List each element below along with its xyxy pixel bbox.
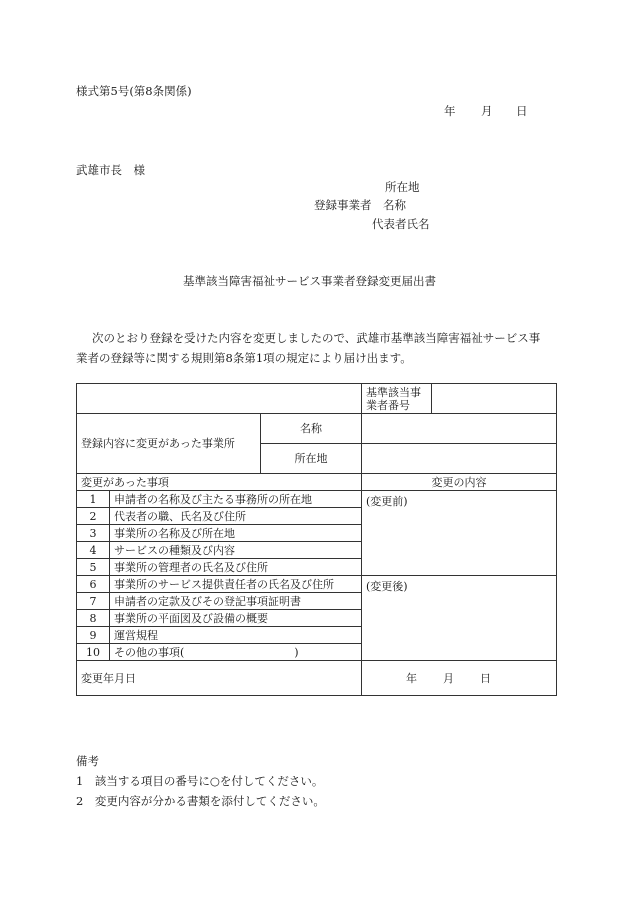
applicant-rep-label: 代表者氏名 — [372, 217, 430, 231]
office-address-field[interactable] — [362, 444, 557, 474]
item-number: 1 — [77, 491, 110, 508]
changed-items-header: 変更があった事項 — [77, 474, 362, 491]
item-label: その他の事項( ) — [110, 644, 362, 661]
notes-heading: 備考 — [76, 754, 99, 768]
office-name-field[interactable] — [362, 414, 557, 444]
biz-number-label: 基準該当事業者番号 — [362, 384, 432, 414]
item-label: 代表者の職、氏名及び住所 — [110, 508, 362, 525]
item-number: 2 — [77, 508, 110, 525]
item-number: 10 — [77, 644, 110, 661]
item-label: 事業所の平面図及び設備の概要 — [110, 610, 362, 627]
office-address-label: 所在地 — [261, 444, 362, 474]
change-date-row — [77, 661, 557, 696]
item-number: 9 — [77, 627, 110, 644]
body-line-1: 次のとおり登録を受けた内容を変更しましたので、武雄市基準該当障害福祉サービス事 — [92, 331, 541, 345]
document-title: 基準該当障害福祉サービス事業者登録変更届出書 — [183, 274, 436, 288]
item-label: 事業所のサービス提供責任者の氏名及び住所 — [110, 576, 362, 593]
body-text — [76, 328, 556, 368]
change-before-label: (変更前) — [366, 495, 408, 508]
form-label: 様式第5号(第8条関係) — [76, 84, 192, 98]
change-date-label: 変更年月日 — [77, 661, 362, 696]
applicant-address-label: 所在地 — [385, 180, 420, 194]
blank-cell — [77, 384, 362, 414]
change-form-table — [76, 383, 557, 696]
applicant-name-label: 登録事業者 名称 — [314, 198, 406, 212]
biz-number-row — [77, 384, 557, 414]
item-label: 申請者の名称及び主たる事務所の所在地 — [110, 491, 362, 508]
item-number: 8 — [77, 610, 110, 627]
header-date-year: 年 — [444, 104, 456, 118]
note-item: 1 該当する項目の番号に○を付してください。 — [76, 774, 324, 788]
section-header-row — [77, 474, 557, 491]
biz-number-field[interactable] — [432, 384, 557, 414]
note-item: 2 変更内容が分かる書類を添付してください。 — [76, 794, 325, 808]
office-label: 登録内容に変更があった事業所 — [77, 414, 261, 474]
body-line-2: 業者の登録等に関する規則第8条第1項の規定により届け出ます。 — [76, 351, 412, 365]
notes-section — [76, 751, 325, 811]
change-date-field[interactable] — [362, 661, 557, 696]
item-label: 申請者の定款及びその登記事項証明書 — [110, 593, 362, 610]
change-date-month: 月 — [443, 671, 454, 685]
change-content-header: 変更の内容 — [362, 474, 557, 491]
table-row — [77, 491, 557, 508]
change-after-label: (変更後) — [366, 580, 408, 593]
header-date-day: 日 — [516, 104, 528, 118]
item-number: 6 — [77, 576, 110, 593]
change-after-field[interactable] — [362, 576, 557, 661]
item-number: 7 — [77, 593, 110, 610]
change-date-year: 年 — [406, 671, 417, 685]
office-name-label: 名称 — [261, 414, 362, 444]
addressee: 武雄市長 様 — [76, 163, 145, 177]
header-date-month: 月 — [481, 104, 493, 118]
change-before-field[interactable] — [362, 491, 557, 576]
item-label: サービスの種類及び内容 — [110, 542, 362, 559]
item-label: 事業所の名称及び所在地 — [110, 525, 362, 542]
item-label: 運営規程 — [110, 627, 362, 644]
change-date-day: 日 — [480, 671, 491, 685]
item-number: 3 — [77, 525, 110, 542]
item-label: 事業所の管理者の氏名及び住所 — [110, 559, 362, 576]
item-number: 4 — [77, 542, 110, 559]
office-name-row — [77, 414, 557, 444]
item-number: 5 — [77, 559, 110, 576]
table-row — [77, 576, 557, 593]
